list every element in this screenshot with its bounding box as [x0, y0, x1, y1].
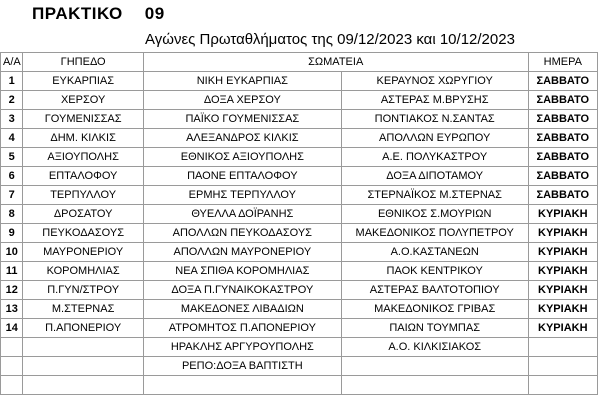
field-name: ΚΟΡΟΜΗΛΙΑΣ — [23, 262, 143, 281]
home-team: ΕΡΜΗΣ ΤΕΡΠΥΛΛΟΥ — [143, 186, 341, 205]
header-day: ΗΜΕΡΑ — [528, 53, 597, 72]
extra-field-cell — [23, 338, 143, 357]
table-row — [1, 148, 598, 167]
home-team: ΑΤΡΟΜΗΤΟΣ Π.ΑΠΟΝΕΡΙΟΥ — [143, 319, 341, 338]
field-name: ΕΠΤΑΛΟΦΟΥ — [23, 167, 143, 186]
table-row — [1, 243, 598, 262]
table-row — [1, 129, 598, 148]
row-number: 7 — [1, 186, 23, 205]
field-name: ΕΥΚΑΡΠΙΑΣ — [23, 72, 143, 91]
rest-row — [1, 357, 598, 376]
table-row — [1, 224, 598, 243]
home-team: ΑΠΟΛΛΩΝ ΜΑΥΡΟΝΕΡΙΟΥ — [143, 243, 341, 262]
row-number: 10 — [1, 243, 23, 262]
away-team: ΑΣΤΕΡΑΣ Μ.ΒΡΥΣΗΣ — [341, 91, 528, 110]
match-day: ΣΑΒΒΑΤΟ — [528, 91, 597, 110]
away-team: ΣΤΕΡΝΑΪΚΟΣ Μ.ΣΤΕΡΝΑΣ — [341, 186, 528, 205]
empty-cell — [23, 376, 143, 395]
away-team: ΚΕΡΑΥΝΟΣ ΧΩΡΥΓΙΟΥ — [341, 72, 528, 91]
fixtures-table — [0, 52, 598, 395]
header-aa: Α/Α — [1, 53, 23, 72]
extra-aa-cell — [1, 338, 23, 357]
row-number: 12 — [1, 281, 23, 300]
home-team: ΠΑΪΚΟ ΓΟΥΜΕΝΙΣΣΑΣ — [143, 110, 341, 129]
row-number: 1 — [1, 72, 23, 91]
away-team: ΕΘΝΙΚΟΣ Σ.ΜΟΥΡΙΩΝ — [341, 205, 528, 224]
field-name: ΤΕΡΠΥΛΛΟΥ — [23, 186, 143, 205]
field-name: ΠΕΥΚΟΔΑΣΟΥΣ — [23, 224, 143, 243]
rest-field-cell — [23, 357, 143, 376]
rest-away-cell — [341, 357, 528, 376]
away-team: Α.Ο.ΚΑΣΤΑΝΕΩΝ — [341, 243, 528, 262]
table-row — [1, 167, 598, 186]
match-day: ΣΑΒΒΑΤΟ — [528, 129, 597, 148]
table-row — [1, 91, 598, 110]
empty-row — [1, 376, 598, 395]
field-name: ΑΞΙΟΥΠΟΛΗΣ — [23, 148, 143, 167]
away-team: ΠΑΙΩΝ ΤΟΥΜΠΑΣ — [341, 319, 528, 338]
table-row — [1, 300, 598, 319]
home-team: ΑΠΟΛΛΩΝ ΠΕΥΚΟΔΑΣΟΥΣ — [143, 224, 341, 243]
match-day: ΚΥΡΙΑΚΗ — [528, 205, 597, 224]
field-name: Μ.ΣΤΕΡΝΑΣ — [23, 300, 143, 319]
extra-match-row — [1, 338, 598, 357]
header-field: ΓΗΠΕΔΟ — [23, 53, 143, 72]
empty-cell — [1, 376, 23, 395]
title-text: ΠΡΑΚΤΙΚΟ — [32, 4, 123, 23]
table-row — [1, 262, 598, 281]
fixtures-body — [1, 72, 598, 338]
row-number: 9 — [1, 224, 23, 243]
empty-cell — [528, 376, 597, 395]
home-team: ΝΙΚΗ ΕΥΚΑΡΠΙΑΣ — [143, 72, 341, 91]
away-team: ΜΑΚΕΔΟΝΙΚΟΣ ΓΡΙΒΑΣ — [341, 300, 528, 319]
rest-day-cell — [528, 357, 597, 376]
home-team: ΑΛΕΞΑΝΔΡΟΣ ΚΙΛΚΙΣ — [143, 129, 341, 148]
home-team: ΕΘΝΙΚΟΣ ΑΞΙΟΥΠΟΛΗΣ — [143, 148, 341, 167]
table-row — [1, 319, 598, 338]
document-subtitle: Αγώνες Πρωταθλήματος της 09/12/2023 και 10/12/2023 — [145, 31, 515, 48]
home-team: ΘΥΕΛΛΑ ΔΟΪΡΑΝΗΣ — [143, 205, 341, 224]
home-team: ΠΑΟΝΕ ΕΠΤΑΛΟΦΟΥ — [143, 167, 341, 186]
empty-cell — [341, 376, 528, 395]
away-team: ΠΟΝΤΙΑΚΟΣ Ν.ΣΑΝΤΑΣ — [341, 110, 528, 129]
table-row — [1, 186, 598, 205]
field-name: ΜΑΥΡΟΝΕΡΙΟΥ — [23, 243, 143, 262]
row-number: 4 — [1, 129, 23, 148]
match-day: ΚΥΡΙΑΚΗ — [528, 243, 597, 262]
match-day: ΚΥΡΙΑΚΗ — [528, 224, 597, 243]
away-team: ΜΑΚΕΔΟΝΙΚΟΣ ΠΟΛΥΠΕΤΡΟΥ — [341, 224, 528, 243]
row-number: 6 — [1, 167, 23, 186]
home-team: ΔΟΞΑ ΧΕΡΣΟΥ — [143, 91, 341, 110]
match-day: ΣΑΒΒΑΤΟ — [528, 72, 597, 91]
rest-note: ΡΕΠΟ:ΔΟΞΑ ΒΑΠΤΙΣΤΗ — [143, 357, 341, 376]
row-number: 14 — [1, 319, 23, 338]
match-day: ΣΑΒΒΑΤΟ — [528, 167, 597, 186]
field-name: ΧΕΡΣΟΥ — [23, 91, 143, 110]
rest-aa-cell — [1, 357, 23, 376]
field-name: ΓΟΥΜΕΝΙΣΣΑΣ — [23, 110, 143, 129]
away-team: ΑΠΟΛΛΩΝ ΕΥΡΩΠΟΥ — [341, 129, 528, 148]
match-day: ΚΥΡΙΑΚΗ — [528, 300, 597, 319]
table-row — [1, 205, 598, 224]
match-day: ΣΑΒΒΑΤΟ — [528, 110, 597, 129]
field-name: Π.ΑΠΟΝΕΡΙΟΥ — [23, 319, 143, 338]
match-day: ΚΥΡΙΑΚΗ — [528, 319, 597, 338]
table-row — [1, 110, 598, 129]
document-title — [32, 4, 165, 24]
table-row — [1, 72, 598, 91]
empty-cell — [143, 376, 341, 395]
home-team: ΝΕΑ ΣΠΙΘΑ ΚΟΡΟΜΗΛΙΑΣ — [143, 262, 341, 281]
extra-away-team: Α.Ο. ΚΙΛΚΙΣΙΑΚΟΣ — [341, 338, 528, 357]
extra-day-cell — [528, 338, 597, 357]
row-number: 11 — [1, 262, 23, 281]
field-name: Π.ΓΥΝ/ΣΤΡΟΥ — [23, 281, 143, 300]
extra-home-team: ΗΡΑΚΛΗΣ ΑΡΓΥΡΟΥΠΟΛΗΣ — [143, 338, 341, 357]
away-team: ΔΟΞΑ ΔΙΠΟΤΑΜΟΥ — [341, 167, 528, 186]
match-day: ΣΑΒΒΑΤΟ — [528, 148, 597, 167]
match-day: ΚΥΡΙΑΚΗ — [528, 281, 597, 300]
away-team: ΠΑΟΚ ΚΕΝΤΡΙΚΟΥ — [341, 262, 528, 281]
row-number: 8 — [1, 205, 23, 224]
home-team: ΔΟΞΑ Π.ΓΥΝΑΙΚΟΚΑΣΤΡΟΥ — [143, 281, 341, 300]
table-row — [1, 281, 598, 300]
match-day: ΚΥΡΙΑΚΗ — [528, 262, 597, 281]
away-team: ΑΣΤΕΡΑΣ ΒΑΛΤΟΤΟΠΙΟΥ — [341, 281, 528, 300]
field-name: ΔΗΜ. ΚΙΛΚΙΣ — [23, 129, 143, 148]
row-number: 5 — [1, 148, 23, 167]
row-number: 3 — [1, 110, 23, 129]
row-number: 2 — [1, 91, 23, 110]
match-day: ΣΑΒΒΑΤΟ — [528, 186, 597, 205]
field-name: ΔΡΟΣΑΤΟΥ — [23, 205, 143, 224]
home-team: ΜΑΚΕΔΟΝΕΣ ΛΙΒΑΔΙΩΝ — [143, 300, 341, 319]
title-number: 09 — [144, 4, 165, 23]
header-teams: ΣΩΜΑΤΕΙΑ — [143, 53, 528, 72]
away-team: Α.Ε. ΠΟΛΥΚΑΣΤΡΟΥ — [341, 148, 528, 167]
table-header-row — [1, 53, 598, 72]
row-number: 13 — [1, 300, 23, 319]
